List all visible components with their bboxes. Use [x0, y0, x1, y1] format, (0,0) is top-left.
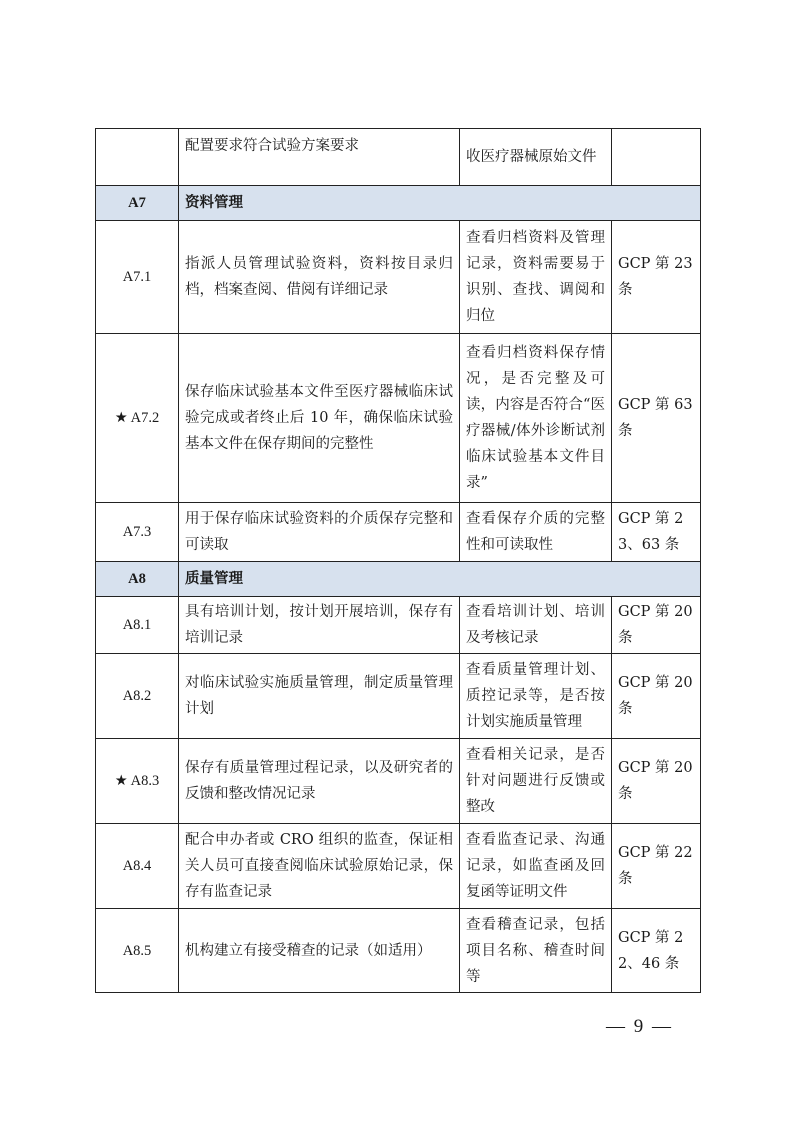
item-code: A8.1	[96, 597, 179, 654]
requirement-cell: 对临床试验实施质量管理，制定质量管理计划	[179, 654, 460, 739]
method-cell: 查看监查记录、沟通记录，如监查函及回复函等证明文件	[460, 824, 612, 909]
basis-cell: GCP 第 22 条	[612, 824, 701, 909]
method-cell: 查看归档资料保存情况，是否完整及可读，内容是否符合“医疗器械/体外诊断试剂临床试验基本文件目录”	[460, 334, 612, 503]
item-code: A7.3	[96, 503, 179, 562]
section-code: A7	[96, 186, 179, 221]
section-title: 质量管理	[179, 562, 701, 597]
table-row	[96, 597, 701, 654]
page-number: — 9 —	[606, 1016, 673, 1037]
table-row	[96, 824, 701, 909]
table-row	[96, 503, 701, 562]
item-code: A8.2	[96, 654, 179, 739]
section-row	[96, 186, 701, 221]
basis-cell: GCP 第 23、63 条	[612, 503, 701, 562]
requirements-table	[95, 128, 701, 993]
method-cell: 收医疗器械原始文件	[460, 129, 612, 186]
item-code	[96, 129, 179, 186]
table-row	[96, 129, 701, 186]
requirement-cell: 具有培训计划，按计划开展培训，保存有培训记录	[179, 597, 460, 654]
table-row	[96, 909, 701, 993]
requirement-cell: 配合申办者或 CRO 组织的监查，保证相关人员可直接查阅临床试验原始记录，保存有监查记录	[179, 824, 460, 909]
requirement-cell: 保存临床试验基本文件至医疗器械临床试验完成或者终止后 10 年，确保临床试验基本文件在保存期间的完整性	[179, 334, 460, 503]
basis-cell: GCP 第 20 条	[612, 597, 701, 654]
basis-cell	[612, 129, 701, 186]
requirement-cell: 指派人员管理试验资料，资料按目录归档，档案查阅、借阅有详细记录	[179, 221, 460, 334]
method-cell: 查看培训计划、培训及考核记录	[460, 597, 612, 654]
section-title: 资料管理	[179, 186, 701, 221]
method-cell: 查看归档资料及管理记录，资料需要易于识别、查找、调阅和归位	[460, 221, 612, 334]
table-row	[96, 221, 701, 334]
method-cell: 查看稽查记录，包括项目名称、稽查时间等	[460, 909, 612, 993]
basis-cell: GCP 第 20 条	[612, 739, 701, 824]
method-cell: 查看相关记录，是否针对问题进行反馈或整改	[460, 739, 612, 824]
basis-cell: GCP 第 20 条	[612, 654, 701, 739]
section-row	[96, 562, 701, 597]
requirement-cell: 用于保存临床试验资料的介质保存完整和可读取	[179, 503, 460, 562]
table-row	[96, 739, 701, 824]
requirement-cell: 机构建立有接受稽查的记录（如适用）	[179, 909, 460, 993]
requirement-cell: 保存有质量管理过程记录，以及研究者的反馈和整改情况记录	[179, 739, 460, 824]
item-code: A7.1	[96, 221, 179, 334]
item-code: ★ A7.2	[96, 334, 179, 503]
item-code: A8.4	[96, 824, 179, 909]
basis-cell: GCP 第 63 条	[612, 334, 701, 503]
basis-cell: GCP 第 22、46 条	[612, 909, 701, 993]
table-row	[96, 654, 701, 739]
requirement-cell: 配置要求符合试验方案要求	[179, 129, 460, 186]
method-cell: 查看保存介质的完整性和可读取性	[460, 503, 612, 562]
item-code: ★ A8.3	[96, 739, 179, 824]
basis-cell: GCP 第 23 条	[612, 221, 701, 334]
method-cell: 查看质量管理计划、质控记录等，是否按计划实施质量管理	[460, 654, 612, 739]
table-row	[96, 334, 701, 503]
section-code: A8	[96, 562, 179, 597]
item-code: A8.5	[96, 909, 179, 993]
